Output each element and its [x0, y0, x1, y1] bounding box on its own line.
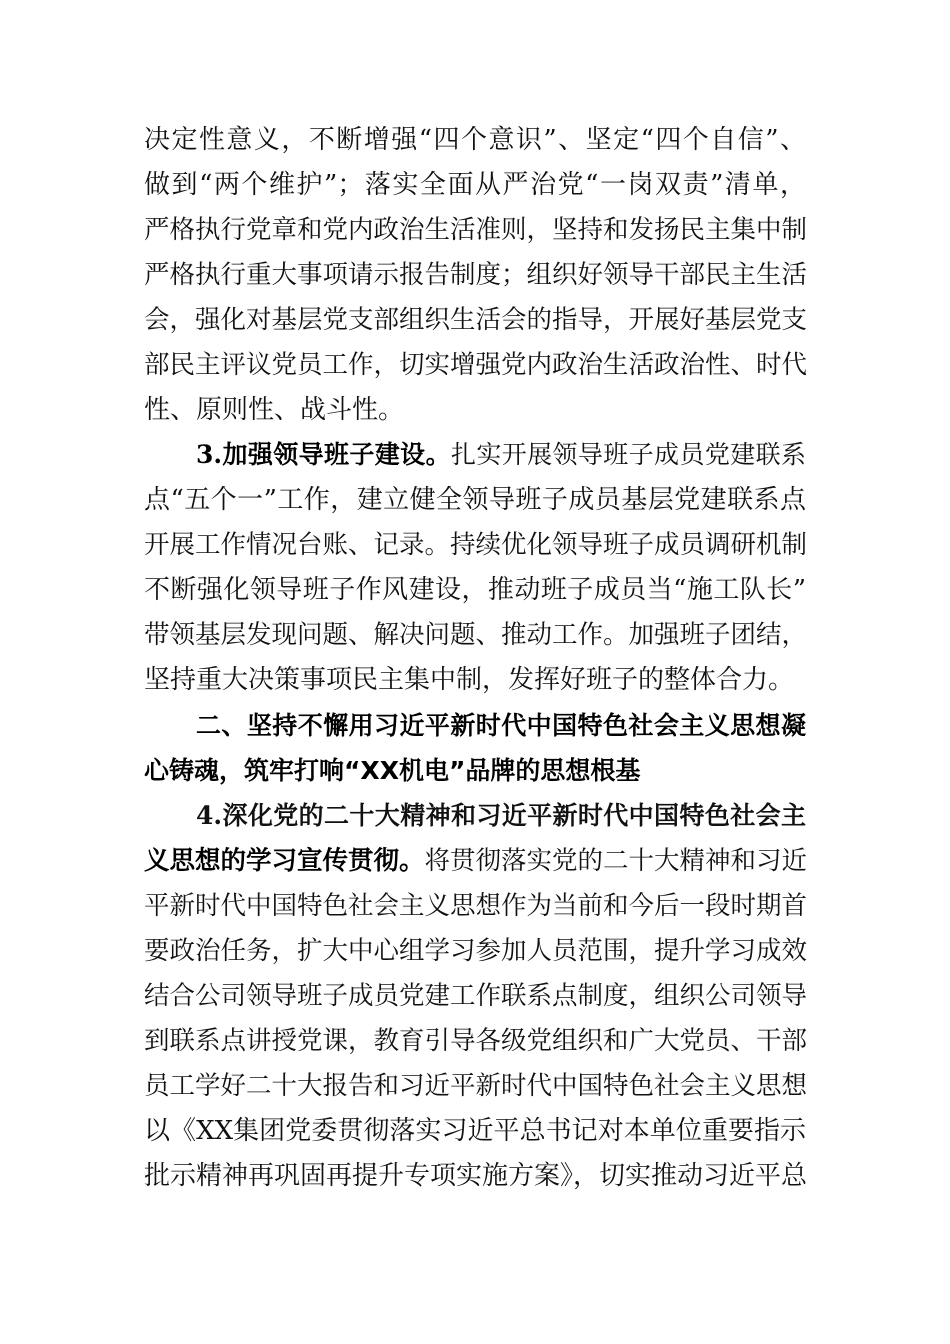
paragraph-line: 部民主评议党员工作，切实增强党内政治生活政治性、时代: [144, 350, 808, 380]
item-3-lead: 3.加强领导班子建设。: [196, 440, 451, 469]
item-4-lead: 4.深化党的二十大精神和习近平新时代中国特色社会主: [196, 801, 806, 830]
section-heading: 心铸魂，筑牢打响“XX机电”品牌的思想根基: [144, 756, 641, 785]
paragraph-line: 严格执行重大事项请示报告制度；组织好领导干部民主生活: [144, 260, 808, 290]
paragraph-line: 平新时代中国特色社会主义思想作为当前和今后一段时期首: [144, 891, 808, 921]
item-4-lead-end: 义思想的学习宣传贯彻。: [144, 846, 425, 876]
paragraph-line: 点“五个一”工作，建立健全领导班子成员基层党建联系点: [144, 485, 806, 515]
paragraph-line: 到联系点讲授党课，教育引导各级党组织和广大党员、干部: [144, 1026, 808, 1056]
paragraph-line: 批示精神再巩固再提升专项实施方案》，切实推动习近平总: [144, 1161, 808, 1191]
paragraph-line: 性、原则性、战斗性。: [144, 395, 405, 425]
paragraph-line: 开展工作情况台账、记录。持续优化领导班子成员调研机制: [144, 530, 808, 560]
paragraph-line: 坚持重大决策事项民主集中制，发挥好班子的整体合力。: [144, 665, 795, 695]
item-3-first-line: [196, 433, 806, 477]
item-3-first-rest: 扎实开展领导班子成员党建联系: [450, 440, 806, 469]
paragraph-line: 带领基层发现问题、解决问题、推动工作。加强班子团结，: [144, 620, 808, 650]
paragraph-line: 结合公司领导班子成员党建工作联系点制度，组织公司领导: [144, 981, 808, 1011]
paragraph-line: 决定性意义，不断增强“四个意识”、坚定“四个自信”、: [144, 125, 806, 155]
paragraph-line: 做到“两个维护”；落实全面从严治党“一岗双责”清单，: [144, 170, 806, 200]
paragraph-line: 会，强化对基层党支部组织生活会的指导，开展好基层党支: [144, 305, 808, 335]
item-4-first-rest: 将贯彻落实党的二十大精神和习近: [424, 846, 808, 876]
paragraph-line: 要政治任务，扩大中心组学习参加人员范围，提升学习成效: [144, 936, 808, 966]
section-heading: 二、坚持不懈用习近平新时代中国特色社会主义思想凝: [196, 711, 806, 740]
paragraph-line: 员工学好二十大报告和习近平新时代中国特色社会主义思想: [144, 1071, 808, 1101]
paragraph-line: 以《XX集团党委贯彻落实习近平总书记对本单位重要指示: [144, 1116, 806, 1146]
item-4-second-line: [144, 839, 806, 883]
paragraph-line: 严格执行党章和党内政治生活准则，坚持和发扬民主集中制: [144, 215, 808, 245]
paragraph-line: 不断强化领导班子作风建设，推动班子成员当“施工队长”: [144, 575, 806, 605]
